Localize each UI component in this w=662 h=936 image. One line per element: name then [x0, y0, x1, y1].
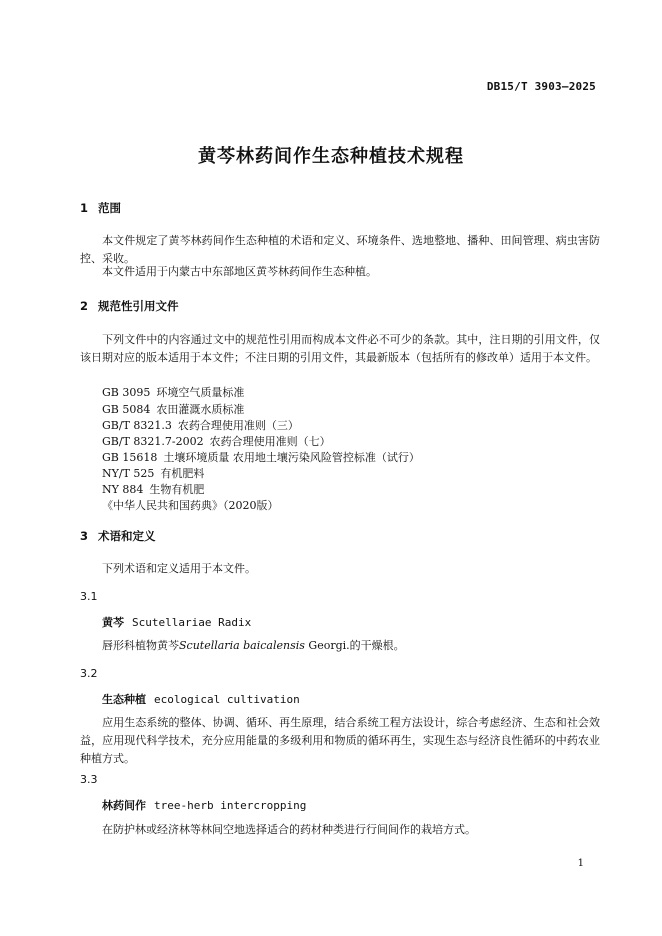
section-number: 1: [80, 201, 89, 215]
reference-item: GB/T 8321.7-2002 农药合理使用准则（七）: [102, 435, 331, 448]
term-definition: 应用生态系统的整体、协调、循环、再生原理，结合系统工程方法设计，综合考虑经济、生态和社会效益，应用现代科学技术，充分应用能量的多级利用和物质的循环再生，实现生态与经济良性循环的中药农业种植方式。: [80, 716, 600, 765]
page-title: 黄芩林药间作生态种植技术规程: [198, 146, 464, 167]
paragraph: 本文件规定了黄芩林药间作生态种植的术语和定义、环境条件、选地整地、播种、田间管理、病虫害防控、采收。: [80, 234, 600, 265]
clause-number: 3.2: [80, 667, 98, 680]
reference-item: NY/T 525 有机肥料: [102, 467, 205, 480]
reference-item: 《中华人民共和国药典》（2020版）: [102, 499, 279, 512]
clause-number: 3.1: [80, 590, 98, 603]
reference-item: GB/T 8321.3 农药合理使用准则（三）: [102, 419, 299, 432]
page-number: 1: [577, 858, 584, 869]
paragraph: 下列术语和定义适用于本文件。: [102, 562, 256, 575]
term-definition: 在防护林或经济林等林间空地选择适合的药材种类进行行间间作的栽培方式。: [102, 823, 476, 836]
document-code: DB15/T 3903—2025: [486, 80, 596, 93]
term-entry: 林药间作 tree-herb intercropping: [102, 799, 307, 812]
clause-number: 3.3: [80, 773, 98, 786]
term-entry: 生态种植 ecological cultivation: [102, 693, 300, 706]
section-number: 3: [80, 529, 89, 543]
section-3-heading: [80, 528, 156, 544]
reference-item: GB 3095 环境空气质量标准: [102, 386, 245, 399]
term-entry: 黄芩 Scutellariae Radix: [102, 616, 252, 629]
reference-item: GB 15618 土壤环境质量 农用地土壤污染风险管控标准（试行）: [102, 451, 420, 464]
term-definition: 唇形科植物黄芩Scutellaria baicalensis Georgi.的干燥根。: [102, 639, 405, 652]
section-title: 规范性引用文件: [98, 299, 179, 313]
reference-item: NY 884 生物有机肥: [102, 483, 205, 496]
section-1-heading: [80, 200, 121, 216]
reference-item: GB 5084 农田灌溉水质标准: [102, 403, 245, 416]
section-2-heading: [80, 298, 179, 314]
section-title: 范围: [98, 201, 121, 215]
paragraph: 本文件适用于内蒙古中东部地区黄芩林药间作生态种植。: [102, 265, 377, 278]
section-title: 术语和定义: [98, 529, 156, 543]
section-number: 2: [80, 299, 89, 313]
paragraph: 下列文件中的内容通过文中的规范性引用而构成本文件必不可少的条款。其中，注日期的引用文件，仅该日期对应的版本适用于本文件；不注日期的引用文件，其最新版本（包括所有的修改单）适用于本文件。: [80, 333, 600, 364]
